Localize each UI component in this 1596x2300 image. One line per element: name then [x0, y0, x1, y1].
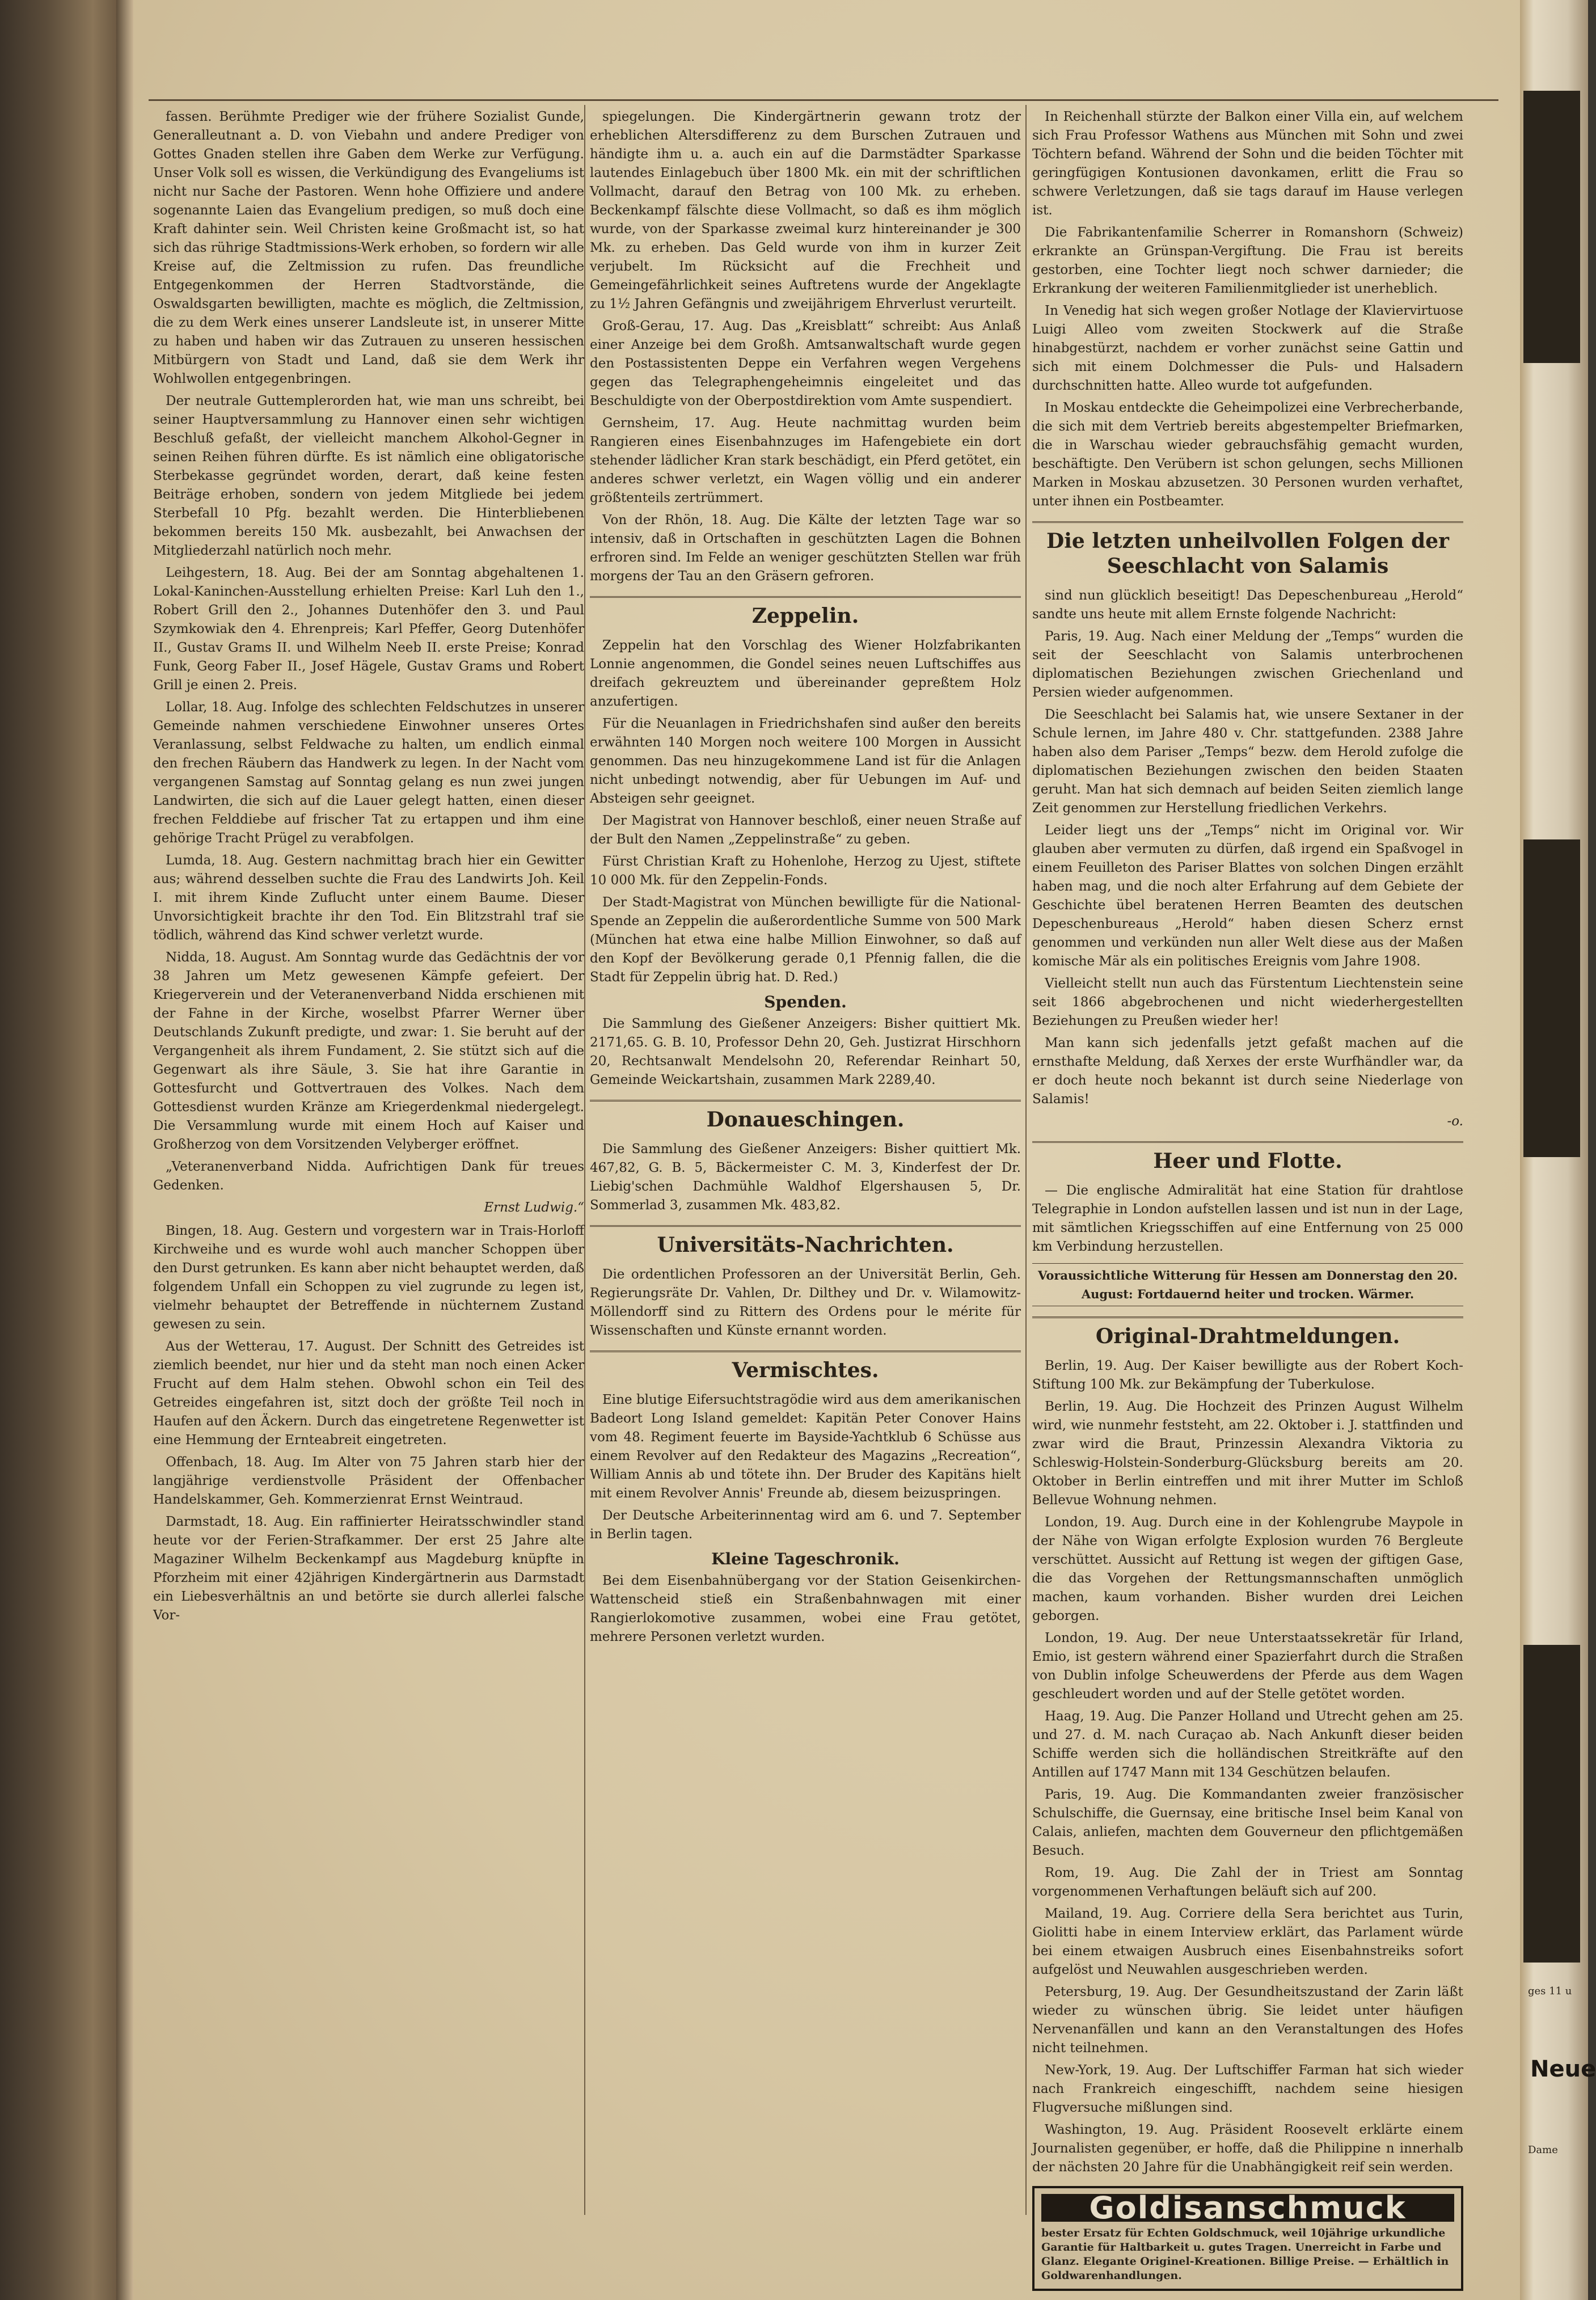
- article-paragraph: Die Seeschlacht bei Salamis hat, wie unsere Sextaner in der Schule lernen, im Jahre 480 v. Chr. stattgefunden. 2388 Jahre haben also dem Pariser „Temps“ bezw. dem Herold zufolge die diplomatischen Beziehungen zwischen den beiden Staaten geruht. Man hat sich demnach auf beiden Seiten ziemlich lange Zeit genommen zur Herstellung friedlichen Verkehrs.: [1032, 707, 1463, 816]
- column-2: [590, 108, 1021, 1650]
- article-paragraph: Groß-Gerau, 17. Aug. Das „Kreisblatt“ schreibt: Aus Anlaß einer Anzeige bei dem Großh. Amtsanwaltschaft wurde gegen den Postassistenten Deppe ein Verfahren wegen Vergehens gegen das Telegraphengeheimnis eingeleitet und das Beschuldigte von der Oberpostdirektion vom Amte suspendiert.: [590, 319, 1021, 408]
- telegram-item: Haag, 19. Aug. Die Panzer Holland und Utrecht gehen am 25. und 27. d. M. nach Curaçao ab. Nach Ankunft dieser beiden Schiffe werden sich die holländischen Streitkräfte auf den Antillen auf 1747 Mann mit 134 Geschützen belaufen.: [1032, 1709, 1463, 1780]
- article-paragraph: Fürst Christian Kraft zu Hohenlohe, Herzog zu Ujest, stiftete 10 000 Mk. für den Zeppelin-Fonds.: [590, 854, 1021, 888]
- article-paragraph: Man kann sich jedenfalls jetzt gefaßt machen auf die ernsthafte Meldung, daß Xerxes der erste Wurfhändler war, da er doch heute noch bekannt ist durch seine Niederlage von Salamis!: [1032, 1036, 1463, 1107]
- column-divider: [1025, 105, 1027, 2215]
- section-heading-heer: Heer und Flotte.: [1032, 1141, 1463, 1174]
- article-paragraph: Bingen, 18. Aug. Gestern und vorgestern war in Trais-Horloff Kirchweihe und es wurde wohl auch mancher Schoppen über den Durst getrunken. Es kann aber nicht behauptet werden, daß folgendem Unfall ein Schoppen zu viel zugrunde zu legen ist, vielmehr behauptet der Betreffende in nüchternem Zustand gewesen zu sein.: [153, 1223, 584, 1332]
- adjacent-dark-block: [1523, 839, 1580, 1157]
- article-paragraph: Offenbach, 18. Aug. Im Alter von 75 Jahren starb hier der langjährige verdienstvolle Präsident der Offenbacher Handelskammer, Geh. Kommerzienrat Ernst Weintraud.: [153, 1455, 584, 1507]
- article-paragraph: Nidda, 18. August. Am Sonntag wurde das Gedächtnis der vor 38 Jahren um Metz gewesenen Kämpfe gefeiert. Der Kriegerverein und der Veteranenverband Nidda erschienen mit der Fahne in der Kirche, woselbst Pfarrer Werner über Deutschlands Zukunft predigte, und zwar: 1. Sie beruht auf der Vergangenheit als ihrem Fundament, 2. Sie stützt sich auf die Gegenwart als ihre Säule, 3. Sie hat ihre Garantie in Gottesfurcht und Gottvertrauen des Volkes. Nach dem Gottesdienst wurden Kränze am Kriegerdenkmal niedergelegt. Die Versammlung wurde mit einem Hoch auf Kaiser und Großherzog von dem Vorsitzenden Velyberger eröffnet.: [153, 950, 584, 1152]
- article-paragraph: Von der Rhön, 18. Aug. Die Kälte der letzten Tage war so intensiv, daß in Ortschaften in geschützten Lagen die Bohnen erfroren sind. Im Felde an weniger geschützten Stellen war früh morgens der Tau an den Gräsern gefroren.: [590, 513, 1021, 584]
- ad-text: bester Ersatz für Echten Goldschmuck, weil 10jährige urkundliche Garantie für Haltbarkeit u. gutes Tragen. Unerreicht in Farbe und Glanz. Elegante Originel-Kreationen. Billige Preise. — Erhältlich in Goldwarenhandlungen.: [1041, 2227, 1449, 2282]
- article-paragraph: In Moskau entdeckte die Geheimpolizei eine Verbrecherbande, die sich mit dem Vertrieb bereits abgestempelter Briefmarken, die in Warschau wieder gebrauchsfähig gemacht wurden, beschäftigte. Den Verübern ist schon gelungen, sechs Millionen Marken in Moskau abzusetzen. 30 Personen wurden verhaftet, unter ihnen ein Postbeamter.: [1032, 400, 1463, 509]
- telegram-signature: Ernst Ludwig.“: [484, 1200, 584, 1215]
- article-paragraph: Die Fabrikantenfamilie Scherrer in Romanshorn (Schweiz) erkrankte an Grünspan-Vergiftung. Die Frau ist bereits gestorben, eine Tochter liegt noch schwer darnieder; die Erkrankung der weiteren Familienmitglieder ist unerheblich.: [1032, 225, 1463, 296]
- donation-list: Die Sammlung des Gießener Anzeigers: Bisher quittiert Mk. 2171,65. G. B. 10, Professor Dehn 20, Geh. Justizrat Hirschhorn 20, Rechtsanwalt Mendelsohn 20, Referendar Reinhart 50, Gemeinde Weickartshain, zusammen Mark 2289,40.: [590, 1016, 1021, 1087]
- article-paragraph: Der Stadt-Magistrat von München bewilligte für die National-Spende an Zeppelin die außerordentliche Summe von 500 Mark (München hat etwa eine halbe Million Einwohner, so daß auf den Kopf der Bevölkerung gerade 0,1 Pfennig fallen, die die Stadt für Zeppelin übrig hat. D. Red.): [590, 895, 1021, 985]
- subheading-tageschronik: Kleine Tageschronik.: [711, 1550, 900, 1568]
- article-paragraph: spiegelungen. Die Kindergärtnerin gewann trotz der erheblichen Altersdifferenz zu dem Burschen Zutrauen und händigte ihm u. a. auch ein auf die Darmstädter Sparkasse lautendes Einlagebuch über 1800 Mk. ein mit der schriftlichen Vollmacht, darauf den Betrag von 100 Mk. zu erheben. Beckenkampf fälschte diese Vollmacht, so daß es ihm möglich wurde, von der Sparkasse zweimal kurz hintereinander je 300 Mk. zu erheben. Das Geld wurde von ihm in kurzer Zeit verjubelt. Im Rücksicht auf die Frechheit und Gemeingefährlichkeit seines Auftretens wurde der Angeklagte zu 1½ Jahren Gefängnis und zweijährigem Ehrverlust verurteilt.: [590, 109, 1021, 311]
- telegram-item: Rom, 19. Aug. Die Zahl der in Triest am Sonntag vorgenommenen Verhaftungen beläuft sich auf 200.: [1032, 1866, 1463, 1899]
- article-paragraph: Vielleicht stellt nun auch das Fürstentum Liechtenstein seine seit 1866 abgebrochenen und nicht wiederhergestellten Beziehungen zu Preußen wieder her!: [1032, 976, 1463, 1028]
- adjacent-page-edge: [0, 0, 116, 2300]
- article-paragraph: Leider liegt uns der „Temps“ nicht im Original vor. Wir glauben aber vermuten zu dürfen, daß irgend ein Spaßvogel in einem Feuilleton des Pariser Blattes von solchen Dingen erzählt haben mag, und die noch alter Erfahrung auf dem Gebiete der Geschichte übel beratenen Herren Beamten des deutschen Depeschenbureaus „Herold“ haben diesen Scherz ernst genommen und verkünden nun aller Welt diese aus der Maßen komische Mär als ein politisches Ereignis vom Jahre 1908.: [1032, 823, 1463, 969]
- adjacent-text-fragment: ges 11 u: [1528, 1985, 1572, 1997]
- advertisement: [1032, 2186, 1463, 2291]
- telegram-item: London, 19. Aug. Der neue Unterstaatssekretär für Irland, Emio, ist gestern während einer Spazierfahrt durch die Straßen von Dublin infolge Scheuwerdens der Pferde aus dem Wagen geschleudert worden und auf der Stelle getötet worden.: [1032, 1631, 1463, 1702]
- article-paragraph: — Die englische Admiralität hat eine Station für drahtlose Telegraphie in London aufstellen lassen und ist nun in der Lage, mit sämtlichen Kriegsschiffen auf eine Entfernung von 25 000 km Verbindung herzustellen.: [1032, 1183, 1463, 1254]
- article-paragraph: fassen. Berühmte Prediger wie der frühere Sozialist Gunde, Generalleutnant a. D. von Viebahn und andere Prediger von Gottes Gnaden stellen ihre Gaben dem Werke zur Verfügung. Unser Volk soll es wissen, die Verkündigung des Evangeliums ist nicht nur Sache der Pastoren. Wenn hohe Offiziere und andere sogenannte Laien das Evangelium predigen, so muß doch eine Kraft dahinter sein. Weil Christen keine Großmacht ist, so hat sich das rührige Stadtmissions-Werk erhoben, so fordern wir alle Kreise auf, die Zeltmission zu rufen. Das freundliche Entgegenkommen der Herren Stadtvorstände, die Oswaldsgarten bewilligten, machte es möglich, die Zeltmission, die zu dem Werk eines unserer Landsleute ist, in unserer Mitte zu haben und haben wir das Zutrauen zu unseren hessischen Mitbürgern von Stadt und Land, daß sie dem Werk ihr Wohlwollen entgegenbringen.: [153, 109, 584, 386]
- adjacent-dark-block: [1523, 91, 1580, 363]
- subheading-spenden: Spenden.: [764, 993, 847, 1011]
- telegram-item: London, 19. Aug. Durch eine in der Kohlengrube Maypole in der Nähe von Wigan erfolgte Explosion wurden 76 Bergleute verschüttet. Aussicht auf Rettung ist wegen der giftigen Gase, die das Vorgehen der Rettungsmannschaften unmöglich machen, kaum vorhanden. Bisher wurden drei Leichen geborgen.: [1032, 1515, 1463, 1623]
- weather-forecast: Voraussichtliche Witterung für Hessen am Donnerstag den 20. August: Fortdauernd heiter und trocken. Wärmer.: [1032, 1263, 1463, 1306]
- telegram-quote: „Veteranenverband Nidda. Aufrichtigen Dank für treues Gedenken.: [153, 1159, 584, 1193]
- section-heading-universitaet: Universitäts-Nachrichten.: [590, 1225, 1021, 1257]
- article-paragraph: In Venedig hat sich wegen großer Notlage der Klaviervirtuose Luigi Alleo vom zweiten Stockwerk auf die Straße hinabgestürzt, nachdem er vorher zunächst seine Gattin und sich mit einem Dolchmesser die Puls- und Halsadern durchschnitten hatte. Alleo wurde tot aufgefunden.: [1032, 303, 1463, 393]
- article-paragraph: Der neutrale Guttemplerorden hat, wie man uns schreibt, bei seiner Hauptversammlung zu Hannover einen sehr wichtigen Beschluß gefaßt, der vielleicht manchem Alkohol-Gegner in seinen Reihen führen dürfte. Es ist nämlich eine obligatorische Sterbekasse gegründet worden, derart, daß keine festen Beiträge erhoben, sondern von jedem Mitgliede bei jedem Sterbefall 10 Pfg. bezahlt werden. Die Hinterbliebenen bekommen bereits 150 Mk. ausbezahlt, bei Anwachsen der Mitgliederzahl natürlich noch mehr.: [153, 394, 584, 558]
- column-divider: [584, 105, 585, 2215]
- telegram-item: Paris, 19. Aug. Die Kommandanten zweier französischer Schulschiffe, die Guernsay, eine britische Insel beim Kanal von Calais, anliefen, machten dem Gouverneur den pflichtgemäßen Besuch.: [1032, 1787, 1463, 1858]
- telegram-item: New-York, 19. Aug. Der Luftschiffer Farman hat sich wieder nach Frankreich eingeschifft, nachdem seine hiesigen Flugversuche mißlungen sind.: [1032, 2063, 1463, 2115]
- donation-list: Die Sammlung des Gießener Anzeigers: Bisher quittiert Mk. 467,82, G. B. 5, Bäckermeister C. M. 3, Kinderfest der Dr. Liebig'schen Dachmühle Waldhof Elgershausen 5, Dr. Sommerlad 3, zusammen Mk. 483,82.: [590, 1142, 1021, 1213]
- article-paragraph: Lumda, 18. Aug. Gestern nachmittag brach hier ein Gewitter aus; während desselben suchte die Frau des Landwirts Joh. Keil I. mit ihrem Kinde Zuflucht unter einem Baume. Dieser Unvorsichtigkeit brachte ihr den Tod. Ein Blitzstrahl traf sie tödlich, während das Kind schwer verletzt wurde.: [153, 853, 584, 943]
- article-paragraph: Aus der Wetterau, 17. August. Der Schnitt des Getreides ist ziemlich beendet, nur hier und da steht man noch einen Acker Frucht auf dem Halm stehen. Obwohl schon ein Teil des Getreides eingefahren ist, sitzt doch der größte Teil noch in Haufen auf den Äckern. Durch das eingetretene Regenwetter ist eine Hemmung der Ernteabreit eingetreten.: [153, 1339, 584, 1447]
- adjacent-text-fragment: Dame: [1528, 2144, 1558, 2156]
- telegram-item: Berlin, 19. Aug. Die Hochzeit des Prinzen August Wilhelm wird, wie nunmehr feststeht, am 22. Oktober i. J. stattfinden und zwar wird die Braut, Prinzessin Alexandra Viktoria zu Schleswig-Holstein-Sonderburg-Glücksburg bereits am 20. Oktober in Berlin eintreffen und mit ihrer Mutter im Schloß Bellevue Wohnung nehmen.: [1032, 1399, 1463, 1508]
- section-heading-vermischtes: Vermischtes.: [590, 1351, 1021, 1383]
- telegram-item: Berlin, 19. Aug. Der Kaiser bewilligte aus der Robert Koch-Stiftung 100 Mk. zur Bekämpfung der Tuberkulose.: [1032, 1358, 1463, 1392]
- telegram-item: Washington, 19. Aug. Präsident Roosevelt erklärte einem Journalisten gegenüber, er hoffe, daß die Philippine n innerhalb der nächsten 20 Jahre für die Unabhängigkeit reif sein werden.: [1032, 2122, 1463, 2175]
- article-paragraph: Leihgestern, 18. Aug. Bei der am Sonntag abgehaltenen 1. Lokal-Kaninchen-Ausstellung erhielten Preise: Karl Luh den 1., Robert Grill den 2., Johannes Dutenhöfer den 3. und Paul Szymkowiak den 4. Ehrenpreis; Karl Pfeffer, Georg Dutenhöfer II., Gustav Grams II. und Wilhelm Neeb II. erste Preise; Konrad Funk, Georg Faber II., Josef Hägele, Gustav Grams und Robert Grill je einen 2. Preis.: [153, 565, 584, 693]
- article-paragraph: sind nun glücklich beseitigt! Das Depeschenbureau „Herold“ sandte uns heute mit allem Ernste folgende Nachricht:: [1032, 588, 1463, 622]
- section-heading-drahtmeldungen: Original-Drahtmeldungen.: [1032, 1316, 1463, 1349]
- book-gutter: [116, 0, 133, 2300]
- article-paragraph: Der Deutsche Arbeiterinnentag wird am 6. und 7. September in Berlin tagen.: [590, 1508, 1021, 1542]
- adjacent-heading-fragment: Neue: [1530, 2056, 1596, 2082]
- column-3: [1032, 108, 1463, 2291]
- telegram-item: Petersburg, 19. Aug. Der Gesundheitszustand der Zarin läßt wieder zu wünschen übrig. Sie leidet unter häufigen Nervenanfällen und kann an den Veranstaltungen des Hofes nicht teilnehmen.: [1032, 1985, 1463, 2056]
- top-rule: [149, 99, 1498, 101]
- article-paragraph: Gernsheim, 17. Aug. Heute nachmittag wurden beim Rangieren eines Eisenbahnzuges im Hafengebiete ein dort stehender lädlicher Kran stark beschädigt, ein Pferd getötet, ein anderes schwer verletzt, ein Wagen völlig und ein anderer größtenteils zertrümmert.: [590, 416, 1021, 505]
- section-heading-donaueschingen: Donaueschingen.: [590, 1100, 1021, 1132]
- telegram-item: Mailand, 19. Aug. Corriere della Sera berichtet aus Turin, Giolitti habe in einem Interview erklärt, das Parlament würde bei einem etwaigen Ausbruch eines Eisenbahnstreiks sofort aufgelöst und Neuwahlen ausgeschrieben werden.: [1032, 1906, 1463, 1977]
- section-heading-zeppelin: Zeppelin.: [590, 596, 1021, 628]
- article-paragraph: Lollar, 18. Aug. Infolge des schlechten Feldschutzes in unserer Gemeinde nahmen verschiedene Einwohner unseres Ortes Veranlassung, selbst Feldwache zu halten, um endlich einmal den frechen Räubern das Handwerk zu legen. In der Nacht vom vergangenen Samstag auf Sonntag gelang es nun zwei jungen Landwirten, die sich auf die Lauer gelegt hatten, einen dieser frechen Felddiebe auf frischer Tat zu ertappen und ihm eine gehörige Tracht Prügel zu verabfolgen.: [153, 700, 584, 846]
- article-paragraph: Darmstadt, 18. Aug. Ein raffinierter Heiratsschwindler stand heute vor der Ferien-Strafkammer. Der erst 25 Jahre alte Magaziner Wilhelm Beckenkampf aus Magdeburg knüpfte in Pforzheim mit einer 42jährigen Kindergärtnerin aus Darmstadt ein Liebesverhältnis an und betörte sie durch allerlei falsche Vor-: [153, 1514, 584, 1623]
- article-paragraph: Zeppelin hat den Vorschlag des Wiener Holzfabrikanten Lonnie angenommen, die Gondel seines neuen Luftschiffes aus dreifach gekreuztem und übereinander gepreßtem Holz anzufertigen.: [590, 638, 1021, 709]
- adjacent-dark-block: [1523, 1645, 1580, 1963]
- article-paragraph: Der Magistrat von Hannover beschloß, einer neuen Straße auf der Bult den Namen „Zeppelinstraße“ zu geben.: [590, 813, 1021, 847]
- article-paragraph: Paris, 19. Aug. Nach einer Meldung der „Temps“ wurden die seit der Seeschlacht von Salamis unterbrochenen diplomatischen Beziehungen zwischen Griechenland und Persien wieder aufgenommen.: [1032, 629, 1463, 700]
- article-paragraph: Für die Neuanlagen in Friedrichshafen sind außer den bereits erwähnten 140 Morgen noch weitere 100 Morgen in Aussicht genommen. Das neu hinzugekommene Land ist für die Anlagen nicht unbedingt notwendig, aber für Uebungen im Auf- und Absteigen sehr geeignet.: [590, 716, 1021, 806]
- article-paragraph: Bei dem Eisenbahnübergang vor der Station Geisenkirchen-Wattenscheid stieß ein Straßenbahnwagen mit einer Rangierlokomotive zusammen, wobei eine Frau getötet, mehrere Personen verletzt wurden.: [590, 1573, 1021, 1644]
- article-paragraph: Eine blutige Eifersuchtstragödie wird aus dem amerikanischen Badeort Long Island gemeldet: Kapitän Peter Conover Hains vom 48. Regiment feuerte im Bayside-Yachtklub 6 Schüsse aus einem Revolver auf den Redakteur des Magazins „Recreation“, William Annis ab und tötete ihn. Der Bruder des Kapitäns hielt mit einem Revolver Annis' Freunde ab, diesem beizuspringen.: [590, 1392, 1021, 1501]
- author-signature: -o.: [1447, 1114, 1463, 1129]
- ad-logo: Goldisanschmuck: [1041, 2194, 1454, 2222]
- column-1: [153, 108, 584, 1628]
- article-paragraph: In Reichenhall stürzte der Balkon einer Villa ein, auf welchem sich Frau Professor Wathens aus München mit Sohn und zwei Töchtern befand. Während der Sohn und die beiden Töchter mit geringfügigen Kontusionen davonkamen, erlitt die Frau so schwere Verletzungen, daß sie tags darauf im Hause verlegen ist.: [1032, 109, 1463, 218]
- article-paragraph: Die ordentlichen Professoren an der Universität Berlin, Geh. Regierungsräte Dr. Vahlen, Dr. Dilthey und Dr. v. Wilamowitz-Möllendorff sind zu Rittern des Ordens pour le mérite für Wissenschaften und Künste ernannt worden.: [590, 1267, 1021, 1338]
- section-heading-salamis: Die letzten unheilvollen Folgen der Seeschlacht von Salamis: [1032, 521, 1463, 579]
- adjacent-page-right: [1520, 0, 1596, 2300]
